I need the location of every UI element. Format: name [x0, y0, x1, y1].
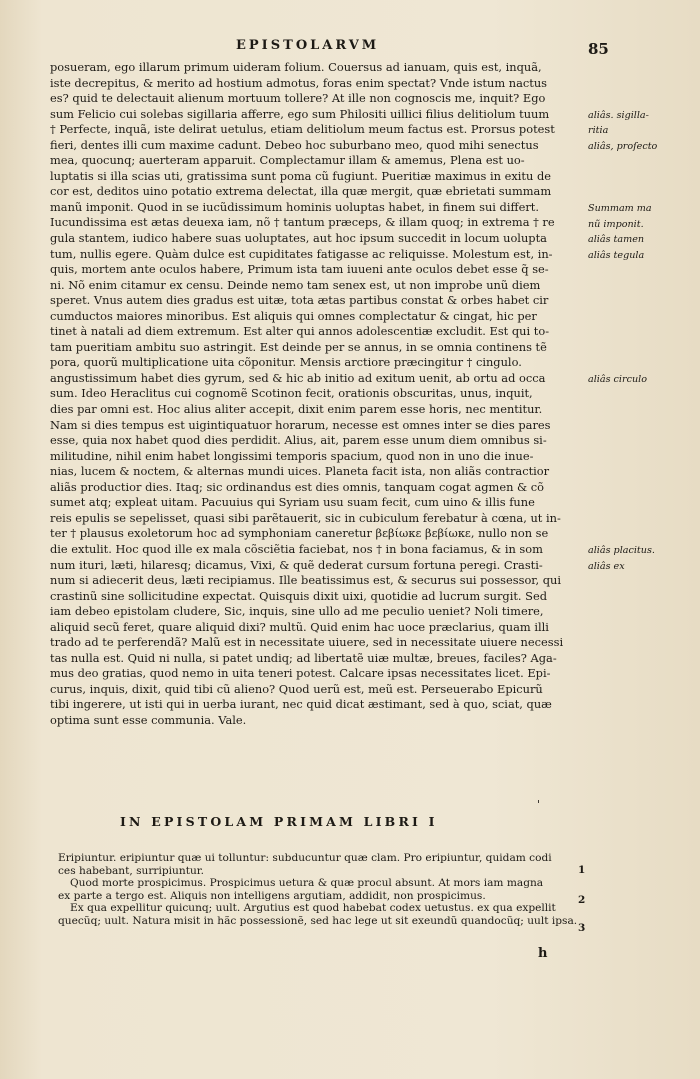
margin-note: aliâs, proſecto — [588, 140, 658, 152]
text-line: optima sunt esse communia. Vale. — [50, 712, 247, 727]
commentary-line: quecũq; uult. Natura misit in hãc possessionẽ, sed hac lege ut sit exeundũ quandocũq; uult ipsa. — [58, 914, 578, 927]
text-line: gula stantem, iudico habere suas uoluptates, aut hoc ipsum succedit in locum uolupta — [50, 231, 547, 246]
text-line: luptatis si illa scias uti, gratissima sunt poma cũ fugiunt. Pueritiæ maximus in exitu de — [50, 168, 551, 183]
text-line: iam debeo epistolam cludere, Sic, inquis, sine ullo ad me peculio ueniet? Noli timere, — [50, 604, 544, 619]
text-line: fieri, dentes illi cum maxime cadunt. Debeo hoc suburbano meo, quod mihi senectus — [50, 137, 539, 152]
text-line: tum, nullis egere. Quàm dulce est cupiditates fatigasse ac reliquisse. Molestum est, in- — [50, 246, 553, 261]
text-line: reis epulis se sepelisset, quasi sibi parẽtauerit, sic in cubiculum ferebatur à cœna, ut in- — [50, 510, 561, 525]
text-line: dies par omni est. Hoc alius aliter accepit, dixit enim parem esse horis, nec mentitur. — [50, 402, 543, 417]
text-line: manũ imponit. Quod in se iucũdissimum hominis uoluptas habet, in finem sui differt. — [50, 199, 539, 214]
text-line: es? quid te delectauit alienum mortuum tollere? At ille non cognoscis me, inquit? Ego — [50, 91, 546, 106]
commentary-line: Ex qua expellitur quicunq; uult. Argutius est quod habebat codex uetustus. ex qua expellit — [70, 902, 556, 914]
text-line: num ituri, læti, hilaresq; dicamus, Vixi, & quẽ dederat cursum fortuna peregi. Crasti- — [50, 557, 543, 572]
text-line: aliãs productior dies. Itaq; sic ordinandus est dies omnis, tanquam cogat agmen & cõ — [50, 479, 545, 494]
note-number: 3 — [578, 922, 586, 934]
text-line: curus, inquis, dixit, quid tibi cũ alieno? Quod uerũ est, meũ est. Perseuerabo Epicurũ — [50, 681, 543, 696]
note-number: 2 — [578, 894, 586, 906]
letter-body — [50, 60, 580, 729]
text-line: Nam si dies tempus est uigintiquatuor horarum, necesse est omnes inter se dies pares — [50, 417, 551, 432]
margin-note: ritia — [588, 125, 609, 137]
commentary-line: Eripiuntur. eripiuntur quæ ui tolluntur: subducuntur quæ clam. Pro eripiuntur, quidam codi — [58, 852, 552, 864]
margin-note: aliâs ex — [588, 560, 625, 572]
margin-note: nũ imponit. — [588, 218, 644, 230]
text-line: aliquid secũ feret, quare aliquid dixi? multũ. Quid enim hac uoce præclarius, quam illi — [50, 619, 549, 634]
page-number: 85 — [588, 40, 609, 58]
text-line: mea, quocunq; auerteram apparuit. Complectamur illam & amemus, Plena est uo- — [50, 153, 525, 168]
text-line: † Perfecte, inquã, iste delirat uetulus, etiam delitiolum meum factus est. Prorsus potest — [50, 122, 555, 137]
text-line: nias, lucem & noctem, & alternas mundi uices. Planeta facit ista, non aliãs contractior — [50, 464, 550, 479]
text-line: Iucundissima est ætas deuexa iam, nõ † tantum præceps, & illam quoq; in extrema † re — [50, 215, 555, 230]
text-line: ni. Nõ enim citamur ex censu. Deinde nemo tam senex est, ut non improbe unũ diem — [50, 277, 541, 292]
text-line: cor est, deditos uino potatio extrema delectat, illa quæ mergit, quæ ebrietati summam — [50, 184, 552, 199]
text-line: tibi ingerere, ut isti qui in uerba iurant, nec quid dicat æstimant, sed à quo, sciat, quæ — [50, 697, 552, 712]
text-line: crastinũ sine sollicitudine expectat. Quisquis dixit uixi, quotidie ad lucrum surgit. Sed — [50, 588, 547, 603]
text-line: sumet atq; expleat uitam. Pacuuius qui Syriam usu suam fecit, cum uino & illis fune — [50, 495, 535, 510]
catchword: h — [538, 946, 548, 961]
text-line: sum Felicio cui solebas sigillaria afferre, ego sum Philositi uillici filius delitiolum tuum — [50, 106, 550, 121]
text-line: trado ad te perferendã? Malũ est in necessitate uiuere, sed in necessitate uiuere necessi — [50, 635, 564, 650]
margin-note: aliâs tegula — [588, 249, 645, 261]
margin-note: Summam ma — [588, 202, 652, 214]
text-line: tas nulla est. Quid ni nulla, si patet undiq; ad libertatẽ uiæ multæ, breues, faciles? Aga- — [50, 650, 557, 665]
commentary — [58, 852, 578, 927]
section-mark: ' — [537, 798, 541, 811]
text-line: militudine, nihil enim habet longissimi temporis spacium, quod non in uno die inue- — [50, 448, 534, 463]
text-line: speret. Vnus autem dies gradus est uitæ, tota ætas partibus constat & orbes habet cir — [50, 293, 549, 308]
note-number: 1 — [578, 864, 586, 876]
text-line: tinet à natali ad diem extremum. Est alter qui annos adolescentiæ excludit. Est qui to- — [50, 324, 550, 339]
margin-note: aliâs placitus. — [588, 545, 655, 557]
section-title: IN EPISTOLAM PRIMAM LIBRI I — [120, 814, 438, 829]
text-line: angustissimum habet dies gyrum, sed & hic ab initio ad exitum uenit, ab ortu ad occa — [50, 370, 546, 385]
margin-note: aliâs. sigilla- — [588, 109, 649, 121]
text-line: pora, quorũ multiplicatione uita cõponitur. Mensis arctiore præcingitur † cingulo. — [50, 355, 522, 370]
running-title: EPISTOLARVM — [236, 38, 380, 53]
text-line: quis, mortem ante oculos habere, Primum ista tam iuueni ante oculos debet esse q̃ se- — [50, 262, 549, 277]
margin-note: aliâs circulo — [588, 374, 647, 385]
text-line: iste decrepitus, & merito ad hostium admotus, foras enim spectat? Vnde istum nactus — [50, 75, 548, 90]
text-line: die extulit. Hoc quod ille ex mala cõsciẽtia faciebat, nos † in bona faciamus, & in som — [50, 541, 543, 556]
margin-note: aliâs tamen — [588, 234, 645, 246]
text-line: esse, quia nox habet quod dies perdidit. Alius, ait, parem esse unum diem omnibus si- — [50, 433, 547, 448]
text-line: sum. Ideo Heraclitus cui cognomẽ Scotinon fecit, orationis obscuritas, unus, inquit, — [50, 386, 533, 401]
commentary-line: Quod morte prospicimus. Prospicimus uetura & quæ procul absunt. At mors iam magna — [70, 877, 544, 889]
text-line: num si adiecerit deus, læti recipiamus. Ille beatissimus est, & securus sui possessor, qui — [50, 573, 562, 588]
commentary-line: ces habebant, surripiuntur. — [58, 864, 205, 877]
text-line: mus deo gratias, quod nemo in uita teneri potest. Calcare ipsas necessitates licet. Epi- — [50, 666, 551, 681]
text-line: ter † plausus exoletorum hoc ad symphoniam caneretur βεβίωκε βεβίωκε, nullo non se — [50, 526, 549, 541]
commentary-line: ex parte a tergo est. Aliquis non intelligens argutiam, addidit, non prospicimus. — [58, 889, 486, 902]
text-line: tam pueritiam ambitu suo astringit. Est deinde per se annus, in se omnia continens tẽ — [50, 339, 547, 354]
text-line: posueram, ego illarum primum uideram folium. Couersus ad ianuam, quis est, inquã, — [50, 60, 542, 74]
text-line: cumductos maiores minoribus. Est aliquis qui omnes complectatur & cingat, hic per — [50, 308, 537, 323]
